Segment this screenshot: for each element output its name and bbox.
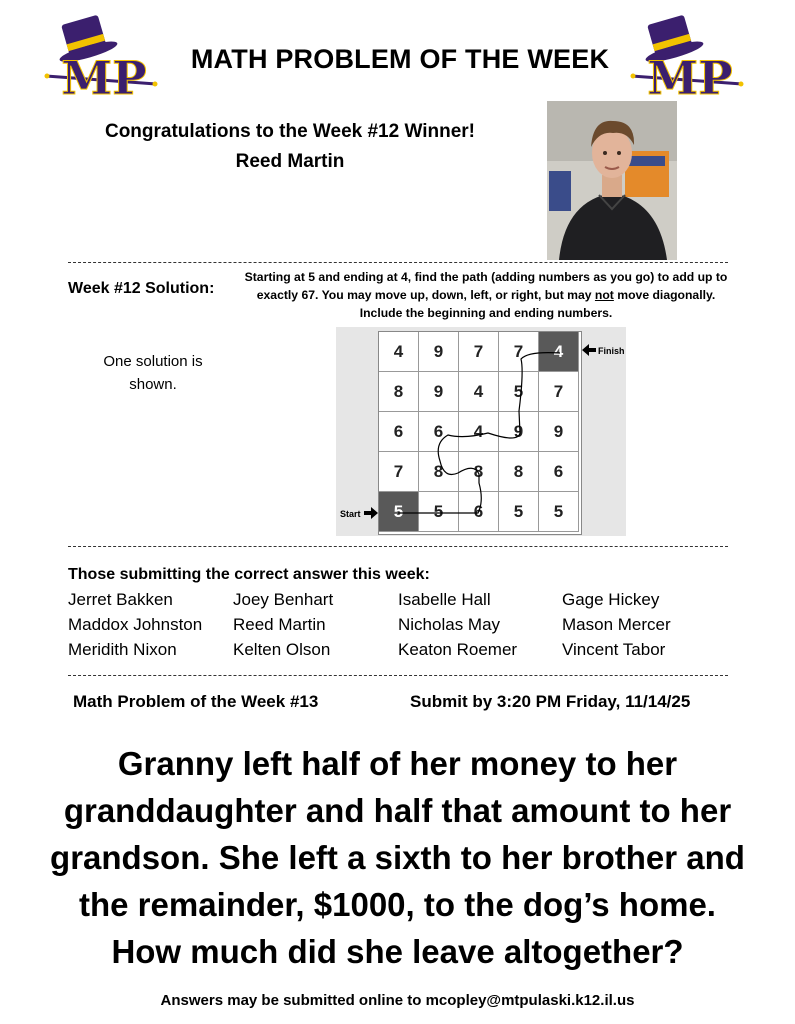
submitter-name: Reed Martin: [233, 615, 326, 634]
divider: [68, 262, 728, 263]
start-label: Start: [340, 509, 361, 519]
submitter-name: Jerret Bakken: [68, 590, 173, 609]
svg-text:MP: MP: [61, 51, 147, 99]
mp-logo-right: [630, 14, 750, 99]
grid-cell: 7: [459, 332, 499, 372]
grid-cell: 4: [539, 332, 579, 372]
winner-announcement: [60, 117, 520, 177]
grid-cell: 7: [499, 332, 539, 372]
grid-cell: 6: [539, 452, 579, 492]
submitter-name: Meridith Nixon: [68, 640, 177, 659]
start-arrow-icon: [364, 507, 378, 519]
submitter-name: Kelten Olson: [233, 640, 331, 659]
grid-cell: 6: [379, 412, 419, 452]
svg-text:MP: MP: [647, 51, 733, 99]
finish-arrow-icon: [582, 344, 596, 356]
submission-footer: Answers may be submitted online to mcopley@mtpulaski.k12.il.us: [160, 992, 635, 1009]
grid-cell: 5: [499, 492, 539, 532]
solution-label: Week #12 Solution:: [68, 280, 215, 297]
solution-note: One solution is shown.: [103, 353, 203, 393]
problem-statement: Granny left half of her money to her granddaughter and half that amount to her grandson. She left a sixth to her brother and the remainder, $1000, to the dog’s home. How much did she leave altogether?: [50, 745, 745, 970]
submitter-name: Joey Benhart: [233, 590, 334, 609]
winner-photo: [547, 101, 677, 260]
grid-cell: 8: [499, 452, 539, 492]
divider: [68, 675, 728, 676]
submitter-name: Vincent Tabor: [562, 640, 666, 659]
divider: [68, 546, 728, 547]
next-problem-title: Math Problem of the Week #13: [73, 692, 319, 711]
grid-cell: 7: [539, 372, 579, 412]
correct-submitters-title: Those submitting the correct answer this week:: [68, 566, 430, 583]
grid-cell: 9: [499, 412, 539, 452]
grid-cell: 5: [379, 492, 419, 532]
grid-cell: 5: [419, 492, 459, 532]
submitter-name: Maddox Johnston: [68, 615, 203, 634]
grid-cell: 7: [379, 452, 419, 492]
grid-cell: 9: [419, 372, 459, 412]
grid-cell: 5: [499, 372, 539, 412]
grid-cell: 6: [459, 492, 499, 532]
finish-label: Finish: [598, 346, 625, 356]
grid-cell: 9: [539, 412, 579, 452]
submitter-name: Nicholas May: [398, 615, 501, 634]
grid-cell: 4: [459, 412, 499, 452]
submitter-name: Mason Mercer: [562, 615, 671, 634]
path-puzzle: [336, 327, 626, 536]
submit-deadline: Submit by 3:20 PM Friday, 11/14/25: [410, 692, 691, 711]
submitter-name: Keaton Roemer: [398, 640, 518, 659]
congrats-line: Congratulations to the Week #12 Winner!: [104, 121, 476, 142]
grid-cell: 4: [459, 372, 499, 412]
grid-cell: 8: [419, 452, 459, 492]
winner-name: Reed Martin: [235, 151, 345, 172]
submitter-name: Isabelle Hall: [398, 590, 491, 609]
grid-cell: 6: [419, 412, 459, 452]
grid-cell: 5: [539, 492, 579, 532]
grid-cell: 8: [459, 452, 499, 492]
number-grid: [378, 331, 582, 535]
grid-cell: 8: [379, 372, 419, 412]
submitter-name: Gage Hickey: [562, 590, 660, 609]
grid-cell: 9: [419, 332, 459, 372]
mp-logo-left: [44, 14, 164, 99]
page-title: MATH PROBLEM OF THE WEEK: [190, 44, 610, 74]
grid-cell: 4: [379, 332, 419, 372]
solution-instructions: Starting at 5 and ending at 4, find the path (adding numbers as you go) to add up to exactly 67. You may move up, down, left, or right, but may not move diagonally. Include the beginning and ending numbers.: [244, 270, 728, 320]
